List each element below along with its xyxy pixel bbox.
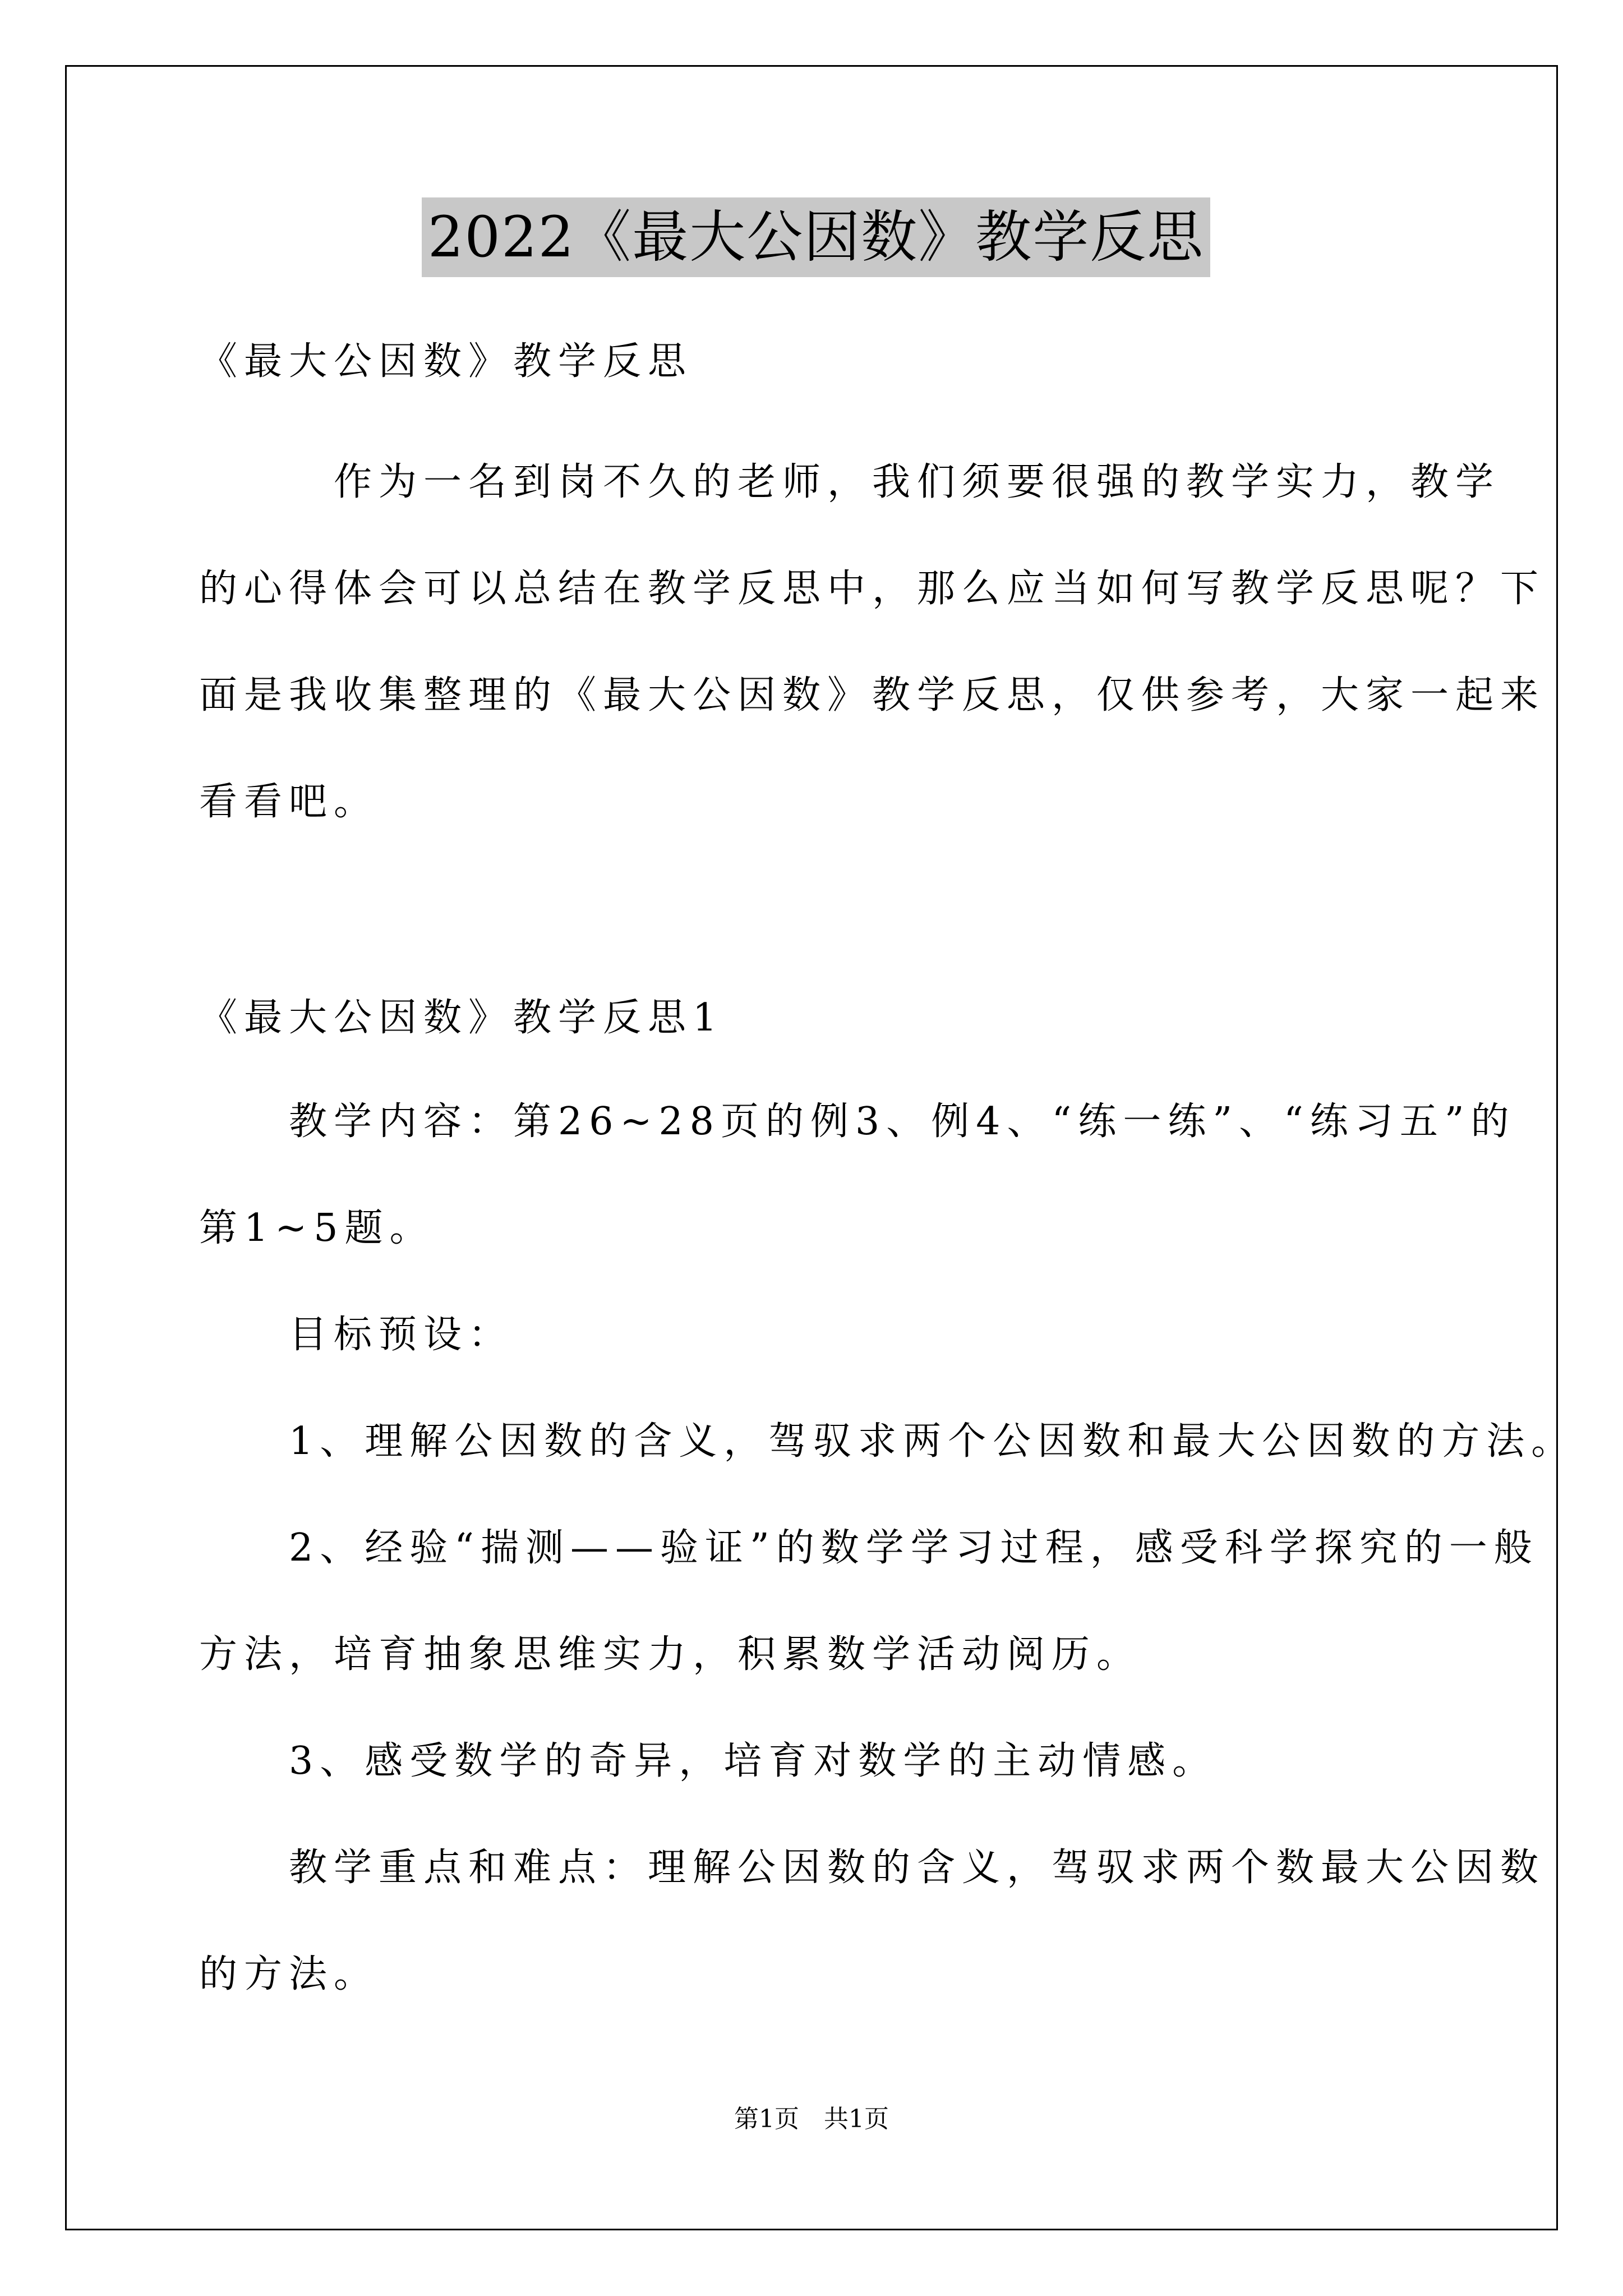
paragraph-line: 3、感受数学的奇异，培育对数学的主动情感。 bbox=[199, 1739, 1218, 1783]
paragraph-line: 教学重点和难点：理解公因数的含义，驾驭求两个数最大公因数 bbox=[199, 1846, 1546, 1890]
intro-line-3: 面是我收集整理的《最大公因数》教学反思，仅供参考，大家一起来 bbox=[199, 673, 1546, 717]
section-heading: 《最大公因数》教学反思1 bbox=[199, 996, 724, 1040]
paragraph-line: 的方法。 bbox=[199, 1952, 379, 1996]
page-border bbox=[65, 65, 1576, 2230]
intro-line-2: 的心得体会可以总结在教学反思中，那么应当如何写教学反思呢？下 bbox=[199, 567, 1546, 611]
intro-line-4: 看看吧。 bbox=[199, 780, 379, 824]
paragraph-line: 方法，培育抽象思维实力，积累数学活动阅历。 bbox=[199, 1632, 1142, 1677]
paragraph-line: 1、理解公因数的含义，驾驭求两个公因数和最大公因数的方法。 bbox=[199, 1419, 1576, 1464]
paragraph-line: 2、经验“揣测——验证”的数学学习过程，感受科学探究的一般 bbox=[199, 1526, 1539, 1570]
page-footer: 第1页 共1页 bbox=[734, 2105, 889, 2133]
subtitle: 《最大公因数》教学反思 bbox=[199, 339, 693, 384]
intro-line-1: 作为一名到岗不久的老师，我们须要很强的教学实力，教学 bbox=[199, 460, 1501, 504]
document-title: 2022《最大公因数》教学反思 bbox=[422, 197, 1210, 277]
paragraph-line: 教学内容：第26~28页的例3、例4、“练一练”、“练习五”的 bbox=[199, 1099, 1516, 1144]
paragraph-line: 目标预设： bbox=[199, 1313, 514, 1357]
paragraph-line: 第1~5题。 bbox=[199, 1206, 435, 1250]
